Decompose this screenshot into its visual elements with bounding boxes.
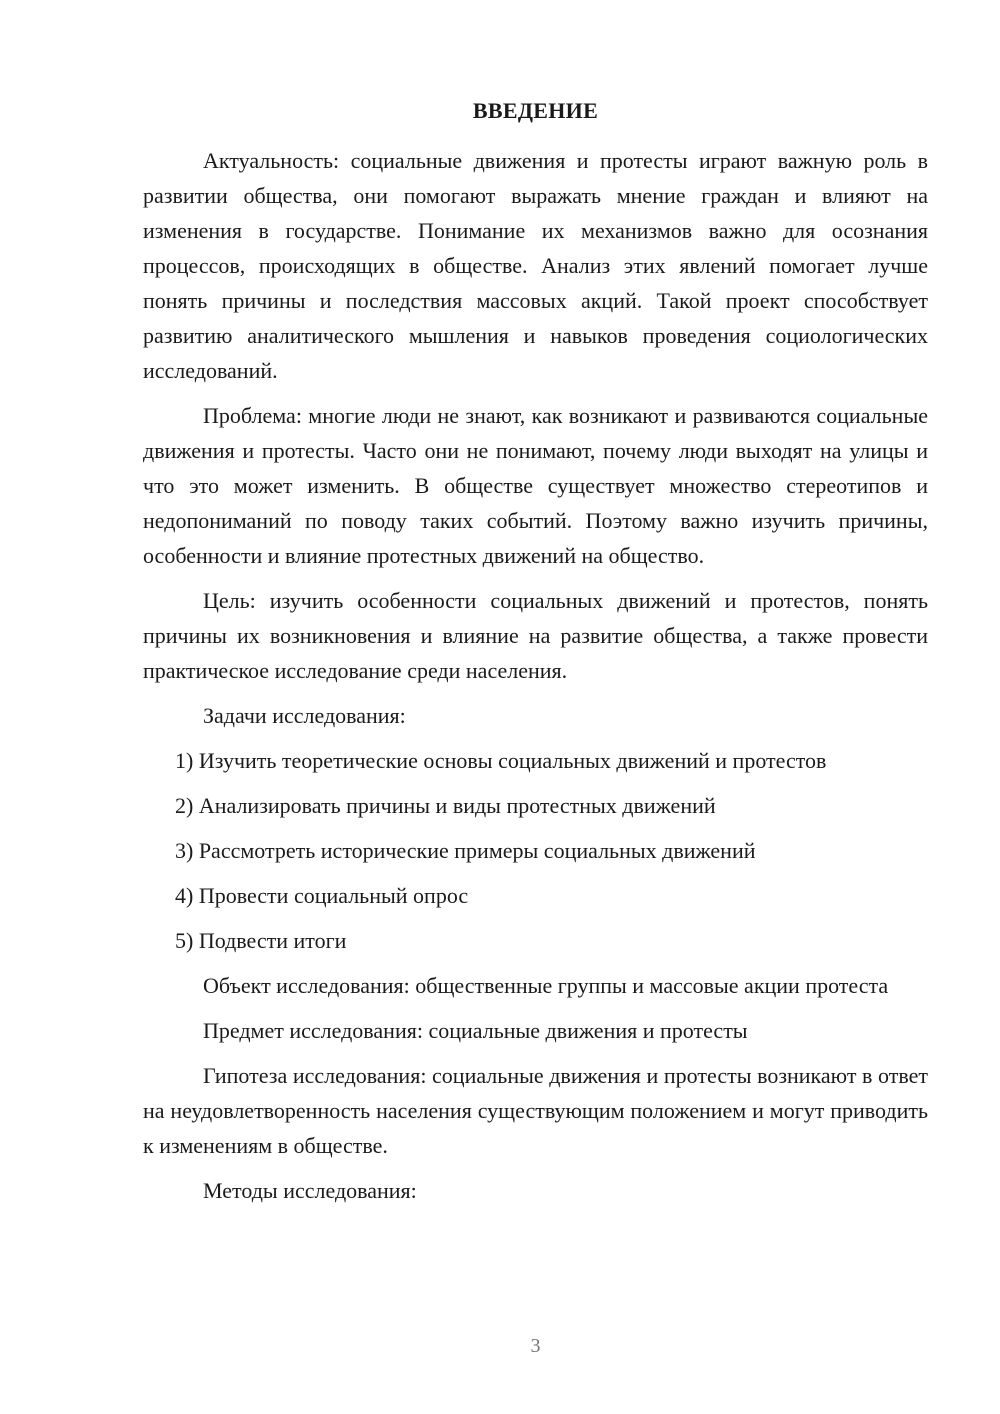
task-item: 5) Подвести итоги bbox=[175, 928, 347, 953]
document-page bbox=[143, 0, 928, 1414]
tasks-title: Задачи исследования: bbox=[203, 703, 406, 728]
section-heading: ВВЕДЕНИЕ bbox=[472, 98, 599, 123]
task-item: 2) Анализировать причины и виды протестных движений bbox=[175, 793, 716, 818]
problem-paragraph: Проблема: многие люди не знают, как возникают и развиваются социальные движения и протесты. Часто они не понимают, почему люди выходят на улицы и что это может изменить. В обществе существует множество стереотипов и недопониманий по поводу таких событий. Поэтому важно изучить причины, особенности и влияние протестных движений на общество. bbox=[143, 403, 928, 568]
methods-paragraph: Методы исследования: bbox=[203, 1178, 417, 1203]
task-item: 4) Провести социальный опрос bbox=[175, 883, 469, 908]
document-body bbox=[143, 143, 928, 1218]
relevance-paragraph: Актуальность: социальные движения и протесты играют важную роль в развитии общества, они помогают выражать мнение граждан и влияют на изменения в государстве. Понимание их механизмов важно для осознания процессов, происходящих в обществе. Анализ этих явлений помогает лучше понять причины и последствия массовых акций. Такой проект способствует развитию аналитического мышления и навыков проведения социологических исследований. bbox=[143, 148, 928, 383]
subject-paragraph: Предмет исследования: социальные движения и протесты bbox=[203, 1018, 748, 1043]
task-item: 1) Изучить теоретические основы социальных движений и протестов bbox=[175, 748, 827, 773]
hypothesis-paragraph: Гипотеза исследования: социальные движения и протесты возникают в ответ на неудовлетворенность населения существующим положением и могут приводить к изменениям в обществе. bbox=[143, 1063, 928, 1158]
object-paragraph: Объект исследования: общественные группы и массовые акции протеста bbox=[203, 973, 889, 998]
task-item: 3) Рассмотреть исторические примеры социальных движений bbox=[175, 838, 756, 863]
goal-paragraph: Цель: изучить особенности социальных движений и протестов, понять причины их возникновения и влияние на развитие общества, а также провести практическое исследование среди населения. bbox=[143, 588, 928, 683]
page-number: 3 bbox=[530, 1335, 541, 1357]
